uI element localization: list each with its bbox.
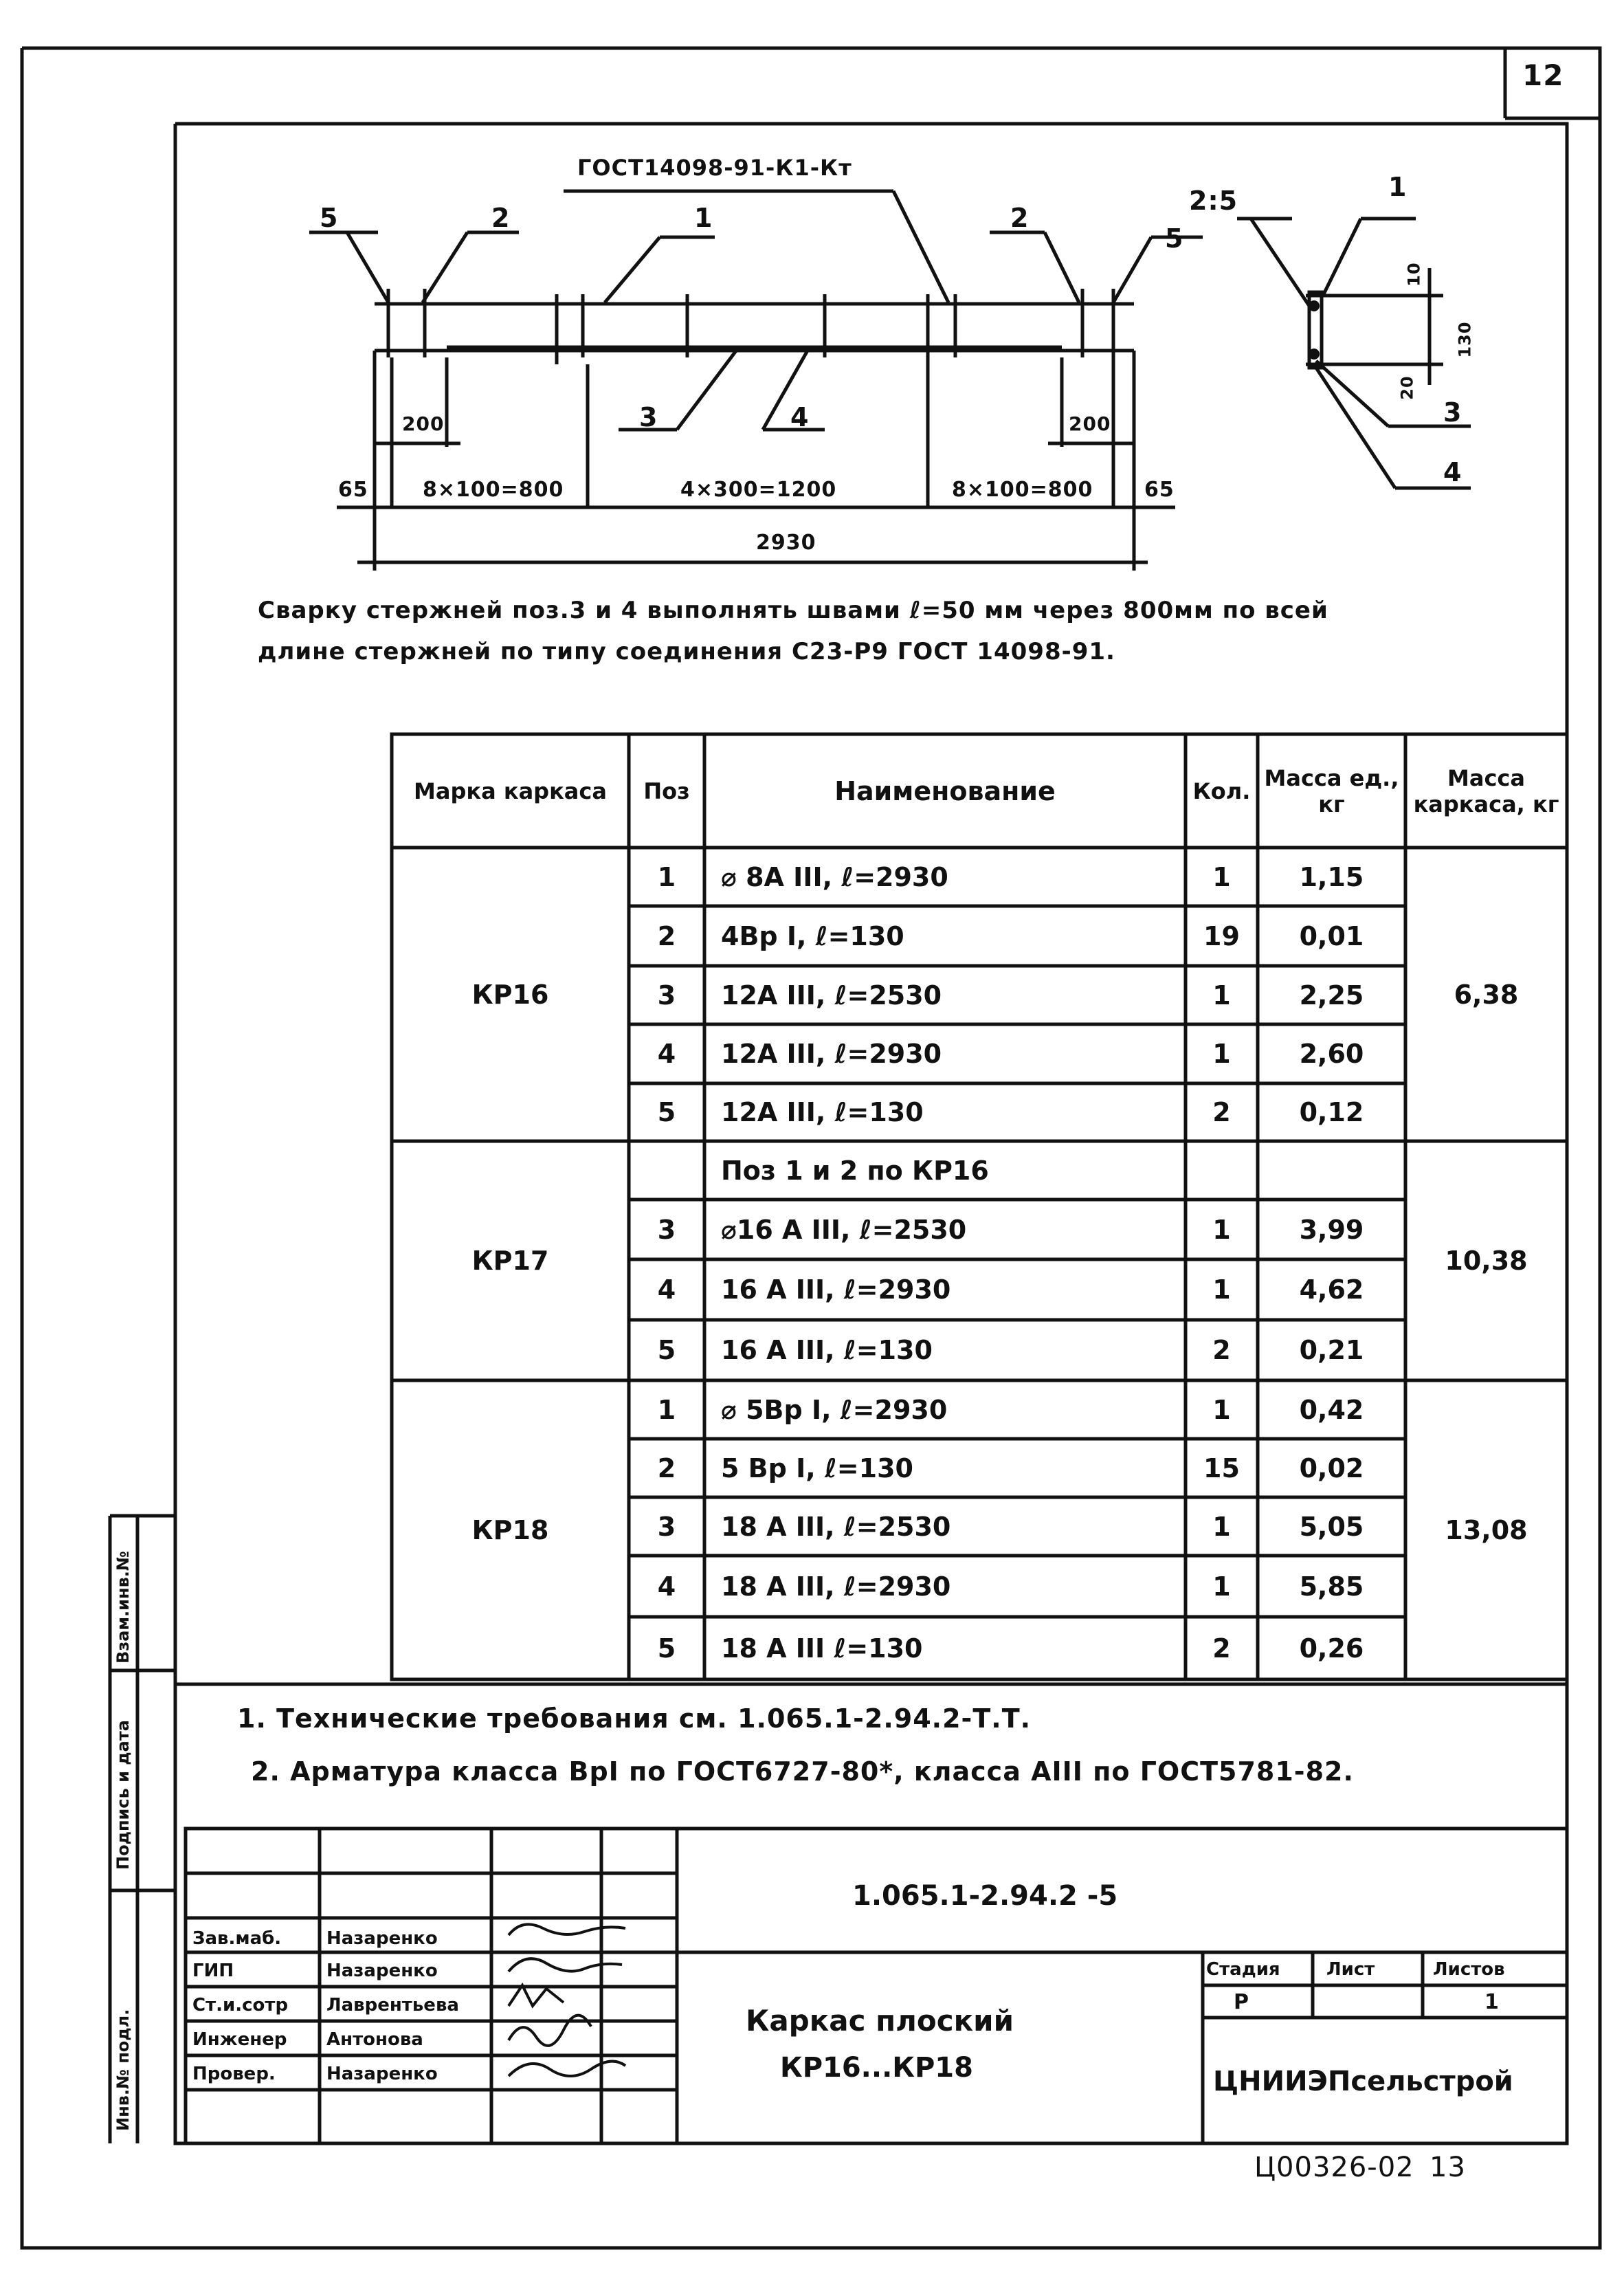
row-mass: 0,02 bbox=[1299, 1453, 1364, 1483]
row-name: ⌀ 8А ІІІ, ℓ=2930 bbox=[721, 861, 948, 892]
row-name: 18 А ІІІ ℓ=130 bbox=[721, 1633, 923, 1664]
dimension-label: 2930 bbox=[756, 531, 816, 555]
row-name: 18 А ІІІ, ℓ=2930 bbox=[721, 1571, 951, 1602]
position-label: 5 bbox=[320, 203, 339, 233]
title-role: Зав.маб. bbox=[192, 1928, 282, 1949]
header-qty: Кол. bbox=[1192, 777, 1251, 804]
frame-mark: КР18 bbox=[471, 1514, 549, 1545]
row-name: 12А ІІІ, ℓ=2530 bbox=[721, 980, 942, 1011]
row-mass: 0,42 bbox=[1299, 1394, 1364, 1425]
row-qty: 1 bbox=[1212, 1039, 1231, 1069]
row-name: 16 А ІІІ, ℓ=2930 bbox=[721, 1274, 951, 1305]
dimension-label: 65 bbox=[338, 478, 368, 502]
row-name: Поз 1 и 2 по КР16 bbox=[721, 1155, 989, 1186]
row-qty: 1 bbox=[1212, 1571, 1231, 1602]
title-role: Инженер bbox=[192, 2029, 287, 2050]
title-block-doc-number: 1.065.1-2.94.2 -5 bbox=[852, 1880, 1118, 1912]
row-pos: 3 bbox=[657, 1214, 676, 1245]
general-note-1: 1. Технические требования см. 1.065.1-2.94.2-Т.Т. bbox=[237, 1703, 1032, 1734]
row-name: 4Вр І, ℓ=130 bbox=[721, 920, 904, 951]
position-label: 4 bbox=[790, 402, 810, 432]
position-label: 2 bbox=[1010, 203, 1030, 233]
weld-note-line2: длине стержней по типу соединения С23-Р9 ГОСТ 14098-91. bbox=[258, 638, 1115, 665]
row-mass: 0,12 bbox=[1299, 1097, 1364, 1127]
frame-mark: КР16 bbox=[471, 979, 549, 1010]
gost-callout: ГОСТ14098-91-К1-Кт bbox=[577, 155, 852, 181]
section-scale-label: 2:5 bbox=[1189, 186, 1238, 216]
title-signer: Назаренко bbox=[326, 1928, 438, 1949]
row-pos: 5 bbox=[657, 1097, 676, 1127]
frame-mass: 6,38 bbox=[1454, 979, 1519, 1010]
row-pos: 4 bbox=[657, 1039, 676, 1069]
title-role: Ст.и.сотр bbox=[192, 1995, 289, 2016]
row-name: 12А ІІІ, ℓ=130 bbox=[721, 1097, 924, 1127]
row-name: 12А ІІІ, ℓ=2930 bbox=[721, 1039, 942, 1069]
frame-mass: 13,08 bbox=[1445, 1514, 1528, 1545]
row-name: ⌀ 5Вр І, ℓ=2930 bbox=[721, 1394, 948, 1425]
header-mark: Марка каркаса bbox=[414, 777, 607, 804]
row-qty: 19 bbox=[1203, 920, 1240, 951]
frame-mass: 10,38 bbox=[1445, 1246, 1528, 1276]
row-mass: 2,25 bbox=[1299, 980, 1364, 1011]
row-pos: 5 bbox=[657, 1335, 676, 1365]
section-position-label: 1 bbox=[1388, 172, 1408, 202]
row-qty: 2 bbox=[1212, 1097, 1231, 1127]
bottom-number: 13 bbox=[1430, 2152, 1466, 2183]
side-stamp-podpis: Подпись и дата bbox=[113, 1720, 133, 1870]
title-signer: Антонова bbox=[326, 2029, 423, 2050]
row-pos: 5 bbox=[657, 1633, 676, 1664]
title-signer: Назаренко bbox=[326, 2064, 438, 2084]
title-signer: Назаренко bbox=[326, 1961, 438, 1981]
organization: ЦНИИЭПсельстрой bbox=[1213, 2066, 1513, 2097]
row-pos: 4 bbox=[657, 1274, 676, 1305]
page-number: 12 bbox=[1522, 58, 1564, 92]
section-position-label: 4 bbox=[1443, 457, 1462, 487]
frame-mark: КР17 bbox=[471, 1246, 549, 1276]
row-qty: 1 bbox=[1212, 1511, 1231, 1542]
row-name: 16 А ІІІ, ℓ=130 bbox=[721, 1335, 933, 1365]
dimension-label: 130 bbox=[1455, 321, 1475, 358]
row-pos: 4 bbox=[657, 1571, 676, 1602]
position-label: 2 bbox=[491, 203, 511, 233]
dimension-label: 4×300=1200 bbox=[680, 478, 837, 502]
dimension-label: 200 bbox=[402, 412, 445, 435]
position-label: 3 bbox=[639, 402, 658, 432]
dimension-label: 20 bbox=[1397, 375, 1417, 400]
row-mass: 1,15 bbox=[1299, 861, 1364, 892]
title-signer: Лаврентьева bbox=[326, 1995, 459, 2016]
row-qty: 2 bbox=[1212, 1335, 1231, 1365]
row-pos: 2 bbox=[657, 1453, 676, 1483]
row-pos: 3 bbox=[657, 1511, 676, 1542]
row-pos: 3 bbox=[657, 980, 676, 1011]
header-pos: Поз bbox=[643, 777, 690, 804]
row-mass: 2,60 bbox=[1299, 1039, 1364, 1069]
row-pos: 2 bbox=[657, 920, 676, 951]
side-stamp-vzam: Взам.инв.№ bbox=[113, 1551, 133, 1664]
bottom-code: Ц00326-02 bbox=[1254, 2152, 1414, 2183]
row-pos: 1 bbox=[657, 861, 676, 892]
title-role: ГИП bbox=[192, 1961, 234, 1981]
weld-note-line1: Сварку стержней поз.3 и 4 выполнять швами ℓ=50 мм через 800мм по всей bbox=[258, 597, 1328, 624]
position-label: 1 bbox=[694, 203, 713, 233]
title-role: Провер. bbox=[192, 2064, 276, 2084]
row-name: 5 Вр І, ℓ=130 bbox=[721, 1453, 913, 1483]
dimension-label: 8×100=800 bbox=[423, 478, 564, 502]
row-qty: 1 bbox=[1212, 861, 1231, 892]
header-name: Наименование bbox=[834, 775, 1056, 806]
header-unit-mass: Масса ед., кг bbox=[1264, 764, 1399, 817]
row-qty: 2 bbox=[1212, 1633, 1231, 1664]
row-name: 18 А ІІІ, ℓ=2530 bbox=[721, 1511, 951, 1542]
row-name: ⌀16 А ІІІ, ℓ=2530 bbox=[721, 1214, 967, 1245]
row-mass: 0,01 bbox=[1299, 920, 1364, 951]
row-mass: 5,05 bbox=[1299, 1511, 1364, 1542]
section-position-label: 3 bbox=[1443, 397, 1462, 428]
dimension-label: 65 bbox=[1144, 478, 1175, 502]
dimension-label: 8×100=800 bbox=[952, 478, 1093, 502]
row-qty: 15 bbox=[1203, 1453, 1240, 1483]
general-note-2: 2. Арматура класса ВрІ по ГОСТ6727-80*, класса АІІІ по ГОСТ5781-82. bbox=[251, 1756, 1354, 1787]
stage-label: Стадия bbox=[1206, 1959, 1280, 1980]
title-line-2: КР16...КР18 bbox=[780, 2052, 973, 2084]
row-mass: 3,99 bbox=[1299, 1214, 1364, 1245]
signatures bbox=[509, 1924, 625, 2076]
sheets-value: 1 bbox=[1484, 1990, 1499, 2014]
stage-value: Р bbox=[1234, 1990, 1249, 2014]
row-mass: 5,85 bbox=[1299, 1571, 1364, 1602]
row-qty: 1 bbox=[1212, 1274, 1231, 1305]
title-line-1: Каркас плоский bbox=[746, 2004, 1014, 2038]
dimension-label: 10 bbox=[1404, 262, 1424, 287]
row-qty: 1 bbox=[1212, 980, 1231, 1011]
dimension-label: 200 bbox=[1069, 412, 1111, 435]
header-frame-mass: Масса каркаса, кг bbox=[1413, 764, 1559, 817]
position-label: 5 bbox=[1165, 223, 1184, 254]
sheets-label: Листов bbox=[1433, 1959, 1505, 1980]
row-mass: 0,26 bbox=[1299, 1633, 1364, 1664]
row-qty: 1 bbox=[1212, 1394, 1231, 1425]
sheet-label: Лист bbox=[1326, 1959, 1375, 1980]
side-stamp-inv-podl: Инв.№ подл. bbox=[113, 2009, 133, 2131]
row-mass: 4,62 bbox=[1299, 1274, 1364, 1305]
row-qty: 1 bbox=[1212, 1214, 1231, 1245]
row-mass: 0,21 bbox=[1299, 1335, 1364, 1365]
row-pos: 1 bbox=[657, 1394, 676, 1425]
